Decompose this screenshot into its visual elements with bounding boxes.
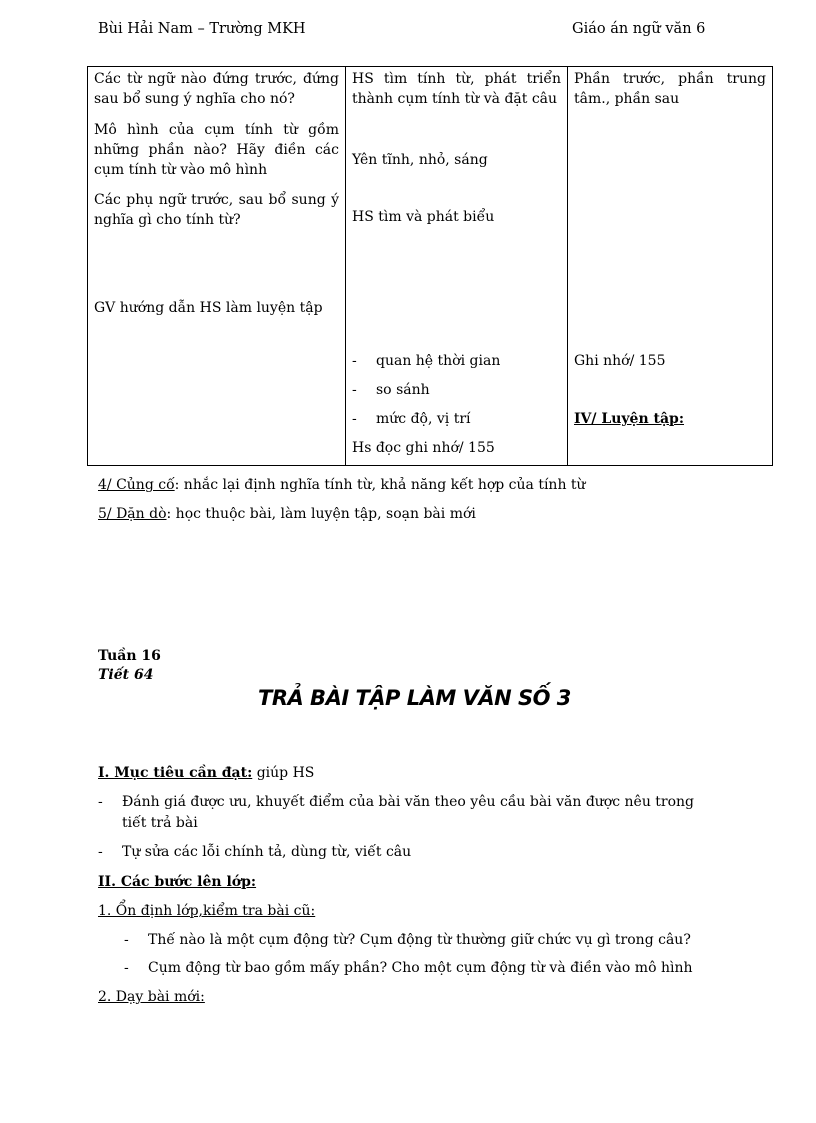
teacher-question-2: Mô hình của cụm tính từ gồm những phần nào? Hãy điền các cụm tính từ vào mô hình (94, 122, 339, 178)
teacher-question-1: Các từ ngữ nào đứng trước, đứng sau bổ sung ý nghĩa cho nó? (94, 71, 339, 107)
header-right: Giáo án ngữ văn 6 (572, 21, 706, 37)
teacher-question-3: Các phụ ngữ trước, sau bổ sung ý nghĩa gì cho tính từ? (94, 192, 339, 228)
lesson-title: TRẢ BÀI TẬP LÀM VĂN SỐ 3 (258, 686, 571, 710)
teacher-practice-note: GV hướng dẫn HS làm luyện tập (94, 300, 323, 316)
student-activity-4: Hs đọc ghi nhớ/ 155 (352, 440, 495, 456)
student-activity-3: HS tìm và phát biểu (352, 209, 495, 225)
step-2-heading: 2. Dạy bài mới: (98, 989, 205, 1005)
bullet-item: - so sánh (352, 382, 430, 398)
bullet-item: - quan hệ thời gian (352, 353, 501, 369)
step-1-heading: 1. Ổn định lớp,kiểm tra bài cũ: (98, 903, 316, 919)
section-2-heading: II. Các bước lên lớp: (98, 874, 257, 890)
teacher-column (88, 67, 346, 466)
content-note-2: Ghi nhớ/ 155 (574, 353, 666, 369)
homework-line: 5/ Dặn dò: học thuộc bài, làm luyện tập, soạn bài mới (98, 506, 476, 522)
content-column (568, 67, 773, 466)
period-label: Tiết 64 (98, 667, 154, 683)
practice-heading: IV/ Luyện tập: (574, 411, 685, 427)
student-activity-1: HS tìm tính từ, phát triển thành cụm tính từ và đặt câu (352, 71, 561, 107)
bullet-item: - mức độ, vị trí (352, 411, 471, 427)
student-activity-2: Yên tĩnh, nhỏ, sáng (352, 152, 488, 168)
content-note-1: Phần trước, phần trung tâm., phần sau (574, 71, 766, 107)
student-column (346, 67, 568, 466)
header-left: Bùi Hải Nam – Trường MKH (98, 21, 306, 37)
lesson-table (87, 66, 773, 466)
week-label: Tuần 16 (98, 648, 161, 664)
section-1-heading: I. Mục tiêu cần đạt: giúp HS (98, 765, 315, 781)
consolidate-line: 4/ Củng cố: nhắc lại định nghĩa tính từ, khả năng kết hợp của tính từ (98, 477, 586, 493)
